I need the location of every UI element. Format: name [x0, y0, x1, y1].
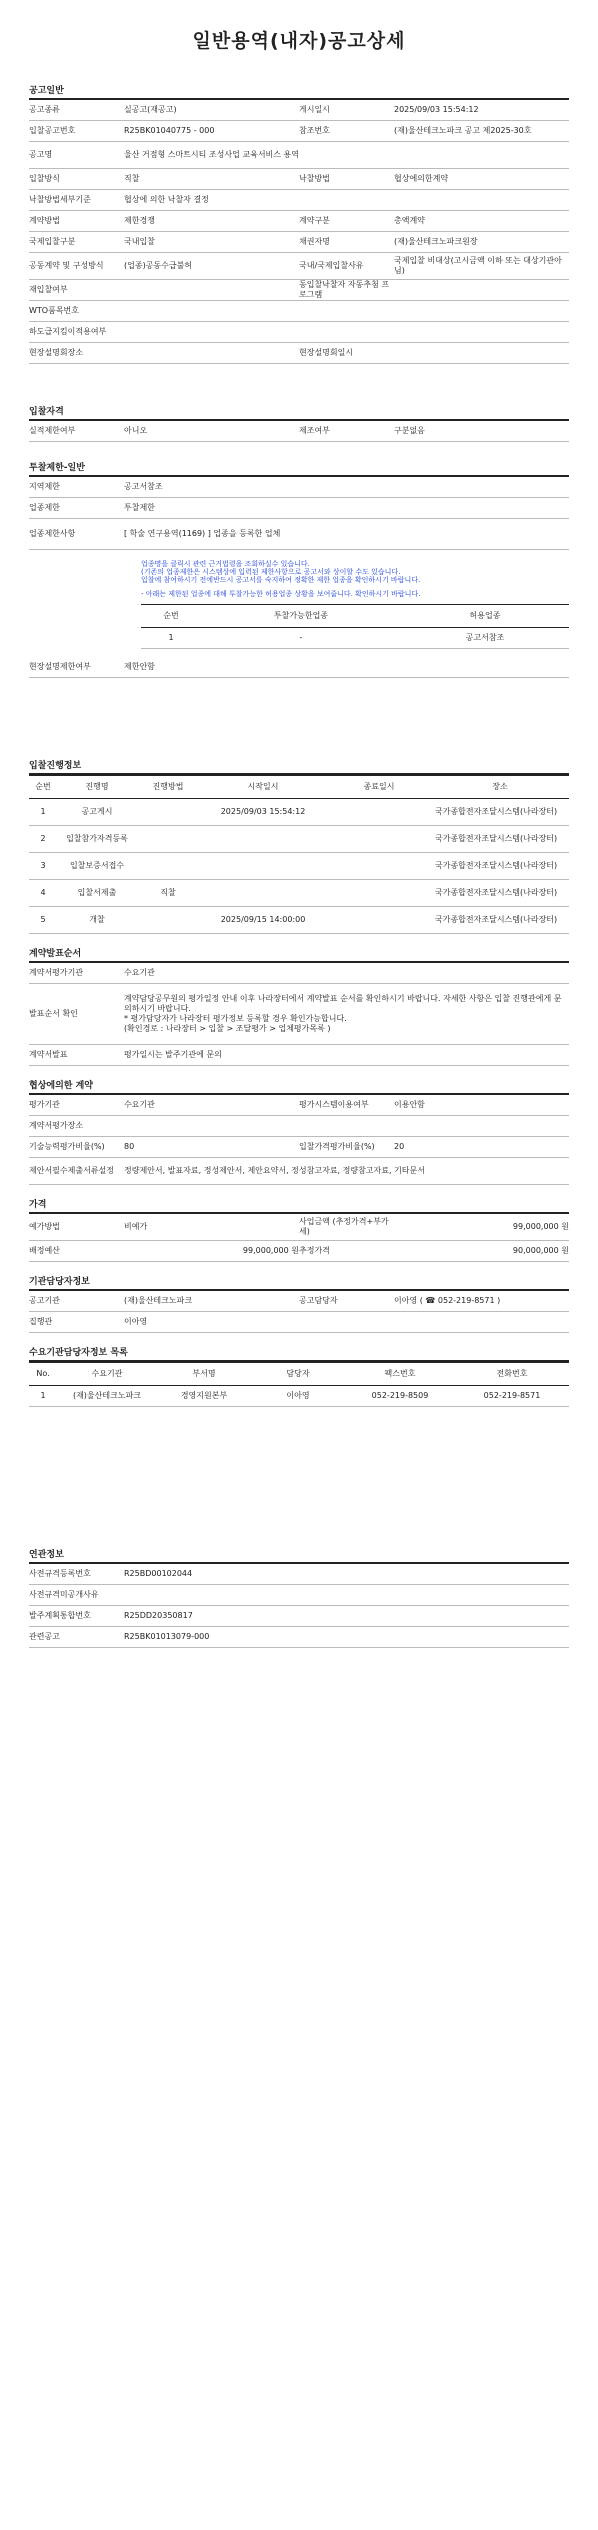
nego-place-label: 계약서평가장소 — [29, 1116, 124, 1137]
related-label: 사전규격미공개사유 — [29, 1585, 124, 1606]
contract-r3-label: 계약서발표 — [29, 1045, 124, 1066]
field-value: 울산 거점형 스마트시티 조성사업 교육서비스 용역 — [124, 142, 569, 169]
field-value — [124, 301, 569, 322]
nego-docs-value: 정량제안서, 발표자료, 정성제안서, 제안요약서, 정성참고자료, 정량참고자료, 기타문서 — [124, 1158, 569, 1185]
table-cell: 052-219-8509 — [345, 1386, 455, 1407]
column-header: 전화번호 — [455, 1363, 569, 1386]
agency-table — [29, 1291, 569, 1333]
column-header: 종료일시 — [327, 776, 431, 799]
estimated-price-label: 추정가격 — [299, 1241, 394, 1262]
nego-eval-system-label: 평가시스템이용여부 — [299, 1095, 394, 1116]
section-qualification-heading: 입찰자격 — [29, 404, 569, 421]
column-header: 담당자 — [251, 1363, 345, 1386]
contract-r3-value: 평가일시는 발주기관에 문의 — [124, 1045, 569, 1066]
contract-r1-value: 수요기관 — [124, 963, 569, 984]
field-label: 공고명 — [29, 142, 124, 169]
table-cell: 2 — [29, 826, 57, 853]
table-cell: 국가종합전자조달시스템(나라장터) — [431, 826, 569, 853]
column-header: 순번 — [29, 776, 57, 799]
field-label: 공동계약 및 구성방식 — [29, 253, 124, 280]
limit-row-biz — [29, 498, 569, 519]
region-label: 지역제한 — [29, 477, 124, 498]
field-value: (업종)공동수급불허 — [124, 253, 299, 280]
nego-tech-ratio-label: 기술능력평가비율(%) — [29, 1137, 124, 1158]
budget-value: 99,000,000 원 — [124, 1241, 299, 1262]
limit-row-biz-item — [29, 519, 569, 550]
table-cell: 이아영 — [251, 1386, 345, 1407]
contract-r1-label: 계약서평가기관 — [29, 963, 124, 984]
column-header: 장소 — [431, 776, 569, 799]
field-label: 공고종류 — [29, 100, 124, 121]
field-value: 아니오 — [124, 421, 299, 442]
info-row — [29, 421, 569, 442]
table-cell: 3 — [29, 853, 57, 880]
allowed-business-row — [141, 628, 569, 649]
related-row — [29, 1564, 569, 1585]
business-amount-label: 사업금액 (추정가격+부가세) — [299, 1214, 394, 1241]
field-label: 입찰공고번호 — [29, 121, 124, 142]
limit-notes — [29, 550, 569, 598]
table-cell: 1 — [29, 1386, 57, 1407]
field-value — [394, 280, 569, 301]
column-header: 투찰가능한업종 — [201, 605, 401, 628]
executor-label: 집행관 — [29, 1312, 124, 1333]
nego-eval-agency-label: 평가기관 — [29, 1095, 124, 1116]
field-label: 참조번호 — [299, 121, 394, 142]
table-cell: 직찰 — [137, 880, 199, 907]
table-cell: 경영지원본부 — [157, 1386, 251, 1407]
onsite-table — [29, 657, 569, 678]
progress-row — [29, 826, 569, 853]
table-cell — [137, 907, 199, 934]
field-value — [124, 322, 569, 343]
contract-r2-line-1: 계약담당공무원의 평가일정 안내 이후 나라장터에서 계약발표 순서를 확인하시기 바랍니다. 자세한 사항은 입찰 진행관에게 문의하시기 바랍니다. — [124, 994, 562, 1013]
progress-row — [29, 799, 569, 826]
table-cell: 2025/09/15 14:00:00 — [199, 907, 327, 934]
price-table — [29, 1214, 569, 1262]
field-label: 재입찰여부 — [29, 280, 124, 301]
related-label: 발주계획통합번호 — [29, 1606, 124, 1627]
notice-agency-value: (재)울산테크노파크 — [124, 1291, 299, 1312]
progress-row — [29, 853, 569, 880]
field-label: 현장설명회장소 — [29, 343, 124, 364]
field-value — [124, 280, 299, 301]
field-value: 제한경쟁 — [124, 211, 299, 232]
limit-note-1: 업종명을 클릭시 관련 근거법령을 조회하실수 있습니다. — [141, 560, 310, 568]
table-cell: 입찰보증서접수 — [57, 853, 137, 880]
progress-row — [29, 880, 569, 907]
contract-r2-line-2: * 평가담당자가 나라장터 평가정보 등록할 경우 확인가능합니다. — [124, 1014, 347, 1023]
nego-eval-agency-value: 수요기관 — [124, 1095, 299, 1116]
related-value — [124, 1585, 569, 1606]
table-cell — [199, 880, 327, 907]
field-label: 동입찰낙찰자 자동추첨 프로그램 — [299, 280, 394, 301]
field-value: 국제입찰 비대상(고시금액 이하 또는 대상기관아님) — [394, 253, 569, 280]
table-cell: 공고게시 — [57, 799, 137, 826]
field-value: 2025/09/03 15:54:12 — [394, 100, 569, 121]
related-row — [29, 1627, 569, 1648]
field-value: 협상에의한계약 — [394, 169, 569, 190]
column-header: 진행명 — [57, 776, 137, 799]
field-value: 실공고(재공고) — [124, 100, 299, 121]
table-cell: 국가종합전자조달시스템(나라장터) — [431, 853, 569, 880]
contract-order-table — [29, 963, 569, 1066]
table-cell: 입찰서제출 — [57, 880, 137, 907]
info-row — [29, 343, 569, 364]
info-row — [29, 121, 569, 142]
column-header: 허용업종 — [401, 605, 569, 628]
limit-note-4: - 아래는 제한된 업종에 대해 투찰가능한 허용업종 상황을 보여줍니다. 확인하시기 바랍니다. — [141, 590, 421, 598]
notice-agency-label: 공고기관 — [29, 1291, 124, 1312]
field-label: 현장설명회일시 — [299, 343, 394, 364]
demand-agency-row — [29, 1386, 569, 1407]
biz-limit-value: 투찰제한 — [124, 498, 569, 519]
biz-item-value[interactable]: [ 학술 연구용역(1169) ] 업종을 등록한 업체 — [124, 519, 569, 550]
table-cell — [327, 907, 431, 934]
info-row — [29, 322, 569, 343]
field-value — [124, 343, 299, 364]
section-related-heading: 연관정보 — [29, 1547, 569, 1564]
related-value[interactable]: R25BK01013079-000 — [124, 1627, 569, 1648]
table-cell — [327, 826, 431, 853]
table-cell — [137, 853, 199, 880]
section-contract-heading: 계약발표순서 — [29, 946, 569, 963]
section-agency-heading: 기관담당자정보 — [29, 1274, 569, 1291]
related-label: 관련공고 — [29, 1627, 124, 1648]
column-header: 시작일시 — [199, 776, 327, 799]
info-row — [29, 190, 569, 211]
field-label: 낙찰방법세부기준 — [29, 190, 124, 211]
biz-limit-label: 업종제한 — [29, 498, 124, 519]
info-row — [29, 100, 569, 121]
table-cell: 입찰참가자격등록 — [57, 826, 137, 853]
general-info-table — [29, 100, 569, 364]
info-row — [29, 280, 569, 301]
field-label: 실적제한여부 — [29, 421, 124, 442]
column-header: 진행방법 — [137, 776, 199, 799]
field-label: 국제입찰구분 — [29, 232, 124, 253]
table-cell: 국가종합전자조달시스템(나라장터) — [431, 907, 569, 934]
section-general-heading: 공고일반 — [29, 83, 569, 100]
table-cell: 국가종합전자조달시스템(나라장터) — [431, 799, 569, 826]
nego-price-ratio-label: 입찰가격평가비율(%) — [299, 1137, 394, 1158]
page-title: 일반용역(내자)공고상세 — [192, 30, 406, 52]
table-cell: 5 — [29, 907, 57, 934]
field-label: 계약구분 — [299, 211, 394, 232]
nego-place-value — [124, 1116, 569, 1137]
contact-person-value: 이아영 ( ☎ 052-219-8571 ) — [394, 1291, 569, 1312]
field-value: (재)울산테크노파크원장 — [394, 232, 569, 253]
qualification-table — [29, 421, 569, 442]
column-header: No. — [29, 1363, 57, 1386]
column-header: 팩스번호 — [345, 1363, 455, 1386]
field-label: 입찰방식 — [29, 169, 124, 190]
table-cell: 2025/09/03 15:54:12 — [199, 799, 327, 826]
field-value: R25BK01040775 - 000 — [124, 121, 299, 142]
related-label: 사전규격등록번호 — [29, 1564, 124, 1585]
limit-row-region — [29, 477, 569, 498]
table-cell — [199, 826, 327, 853]
table-cell — [327, 880, 431, 907]
field-label: 하도급지킴이적용여부 — [29, 322, 124, 343]
info-row — [29, 142, 569, 169]
column-header: 순번 — [141, 605, 201, 628]
column-header: 부서명 — [157, 1363, 251, 1386]
budget-label: 배정예산 — [29, 1241, 124, 1262]
field-label: 게시일시 — [299, 100, 394, 121]
section-price-heading: 가격 — [29, 1197, 569, 1214]
field-value: (재)울산테크노파크 공고 제2025-30호 — [394, 121, 569, 142]
field-label: 채권자명 — [299, 232, 394, 253]
field-value: 직찰 — [124, 169, 299, 190]
field-value: 협상에 의한 낙찰자 결정 — [124, 190, 569, 211]
price-method-value: 비예가 — [124, 1214, 299, 1241]
allowed-business-table — [141, 604, 569, 649]
section-demand-heading: 수요기관담당자정보 목록 — [29, 1345, 569, 1362]
table-cell: - — [201, 628, 401, 649]
progress-table — [29, 775, 569, 934]
limit-table — [29, 477, 569, 550]
section-limit-heading: 투찰제한-일반 — [29, 460, 569, 477]
field-value: 국내입찰 — [124, 232, 299, 253]
table-cell — [137, 826, 199, 853]
field-label: WTO품목번호 — [29, 301, 124, 322]
related-row — [29, 1585, 569, 1606]
table-cell: 국가종합전자조달시스템(나라장터) — [431, 880, 569, 907]
related-row — [29, 1606, 569, 1627]
field-value: 총액계약 — [394, 211, 569, 232]
table-cell: (재)울산테크노파크 — [57, 1386, 157, 1407]
biz-item-label: 업종제한사항 — [29, 519, 124, 550]
field-label: 계약방법 — [29, 211, 124, 232]
table-cell — [327, 799, 431, 826]
field-value: 구분없음 — [394, 421, 569, 442]
nego-eval-system-value: 이용안함 — [394, 1095, 569, 1116]
limit-note-2: (기존의 업종제한은 시스템상에 입력된 제한사항으로 공고서와 상이할 수도 있습니다. — [141, 568, 401, 576]
contract-r2-label: 발표순서 확인 — [29, 984, 124, 1045]
contract-r2-value — [124, 984, 569, 1045]
section-nego-heading: 협상에의한 계약 — [29, 1078, 569, 1095]
onsite-label: 현장설명제한여부 — [29, 657, 124, 678]
table-cell: 공고서참조 — [401, 628, 569, 649]
field-value — [394, 343, 569, 364]
field-label: 낙찰방법 — [299, 169, 394, 190]
nego-tech-ratio-value: 80 — [124, 1137, 299, 1158]
contract-r2-line-3: (확인경로 : 나라장터 > 입찰 > 조달평가 > 업체평가목록 ) — [124, 1024, 331, 1033]
table-cell: 052-219-8571 — [455, 1386, 569, 1407]
nego-price-ratio-value: 20 — [394, 1137, 569, 1158]
notice-detail-page — [29, 0, 569, 1648]
info-row — [29, 253, 569, 280]
info-row — [29, 169, 569, 190]
section-progress-heading: 입찰진행정보 — [29, 758, 569, 775]
info-row — [29, 211, 569, 232]
related-value[interactable]: R25BD00102044 — [124, 1564, 569, 1585]
table-cell: 1 — [141, 628, 201, 649]
nego-docs-label: 제안서필수제출서류설정 — [29, 1158, 124, 1185]
region-value: 공고서참조 — [124, 477, 569, 498]
info-row — [29, 232, 569, 253]
table-cell — [327, 853, 431, 880]
info-row — [29, 301, 569, 322]
table-cell: 개찰 — [57, 907, 137, 934]
onsite-value: 제한안함 — [124, 657, 569, 678]
business-amount-value: 99,000,000 원 — [394, 1214, 569, 1241]
limit-note-3: 입찰에 참여하시기 전에반드시 공고서를 숙지하여 정확한 제한 업종을 확인하시기 바랍니다. — [141, 576, 421, 584]
estimated-price-value: 90,000,000 원 — [394, 1241, 569, 1262]
column-header: 수요기관 — [57, 1363, 157, 1386]
contact-person-label: 공고담당자 — [299, 1291, 394, 1312]
progress-row — [29, 907, 569, 934]
demand-agency-table — [29, 1362, 569, 1407]
table-cell — [137, 799, 199, 826]
table-cell: 4 — [29, 880, 57, 907]
field-label: 국내/국제입찰사유 — [299, 253, 394, 280]
executor-value: 이아영 — [124, 1312, 569, 1333]
nego-table — [29, 1095, 569, 1185]
related-value[interactable]: R25DD20350817 — [124, 1606, 569, 1627]
price-method-label: 예가방법 — [29, 1214, 124, 1241]
table-cell — [199, 853, 327, 880]
related-info-table — [29, 1564, 569, 1648]
field-label: 제조여부 — [299, 421, 394, 442]
table-cell: 1 — [29, 799, 57, 826]
